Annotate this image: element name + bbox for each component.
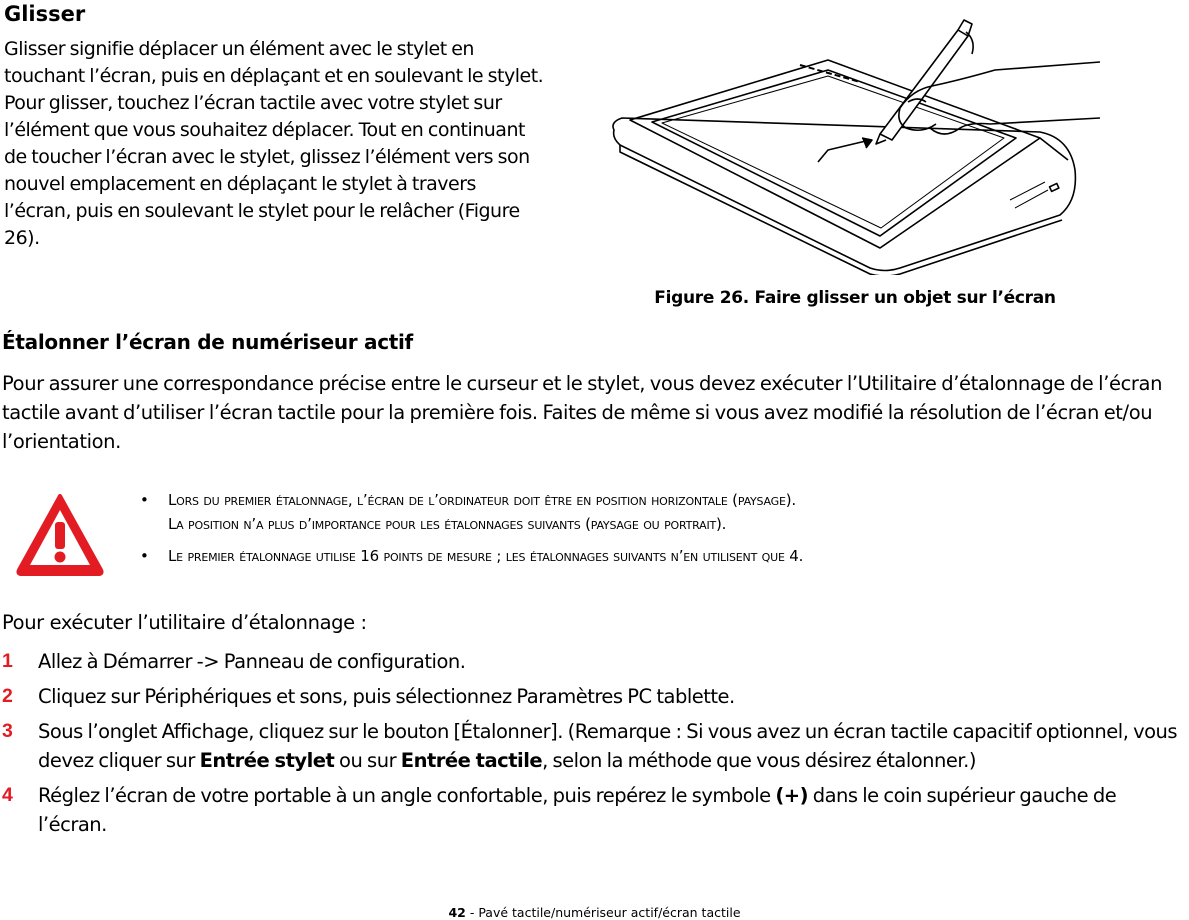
warning-notes (140, 488, 1180, 576)
procedure-steps (2, 647, 1188, 845)
note-text: Lors du premier étalonnage, l’écran de l’ordinateur doit être en position horizontale (paysage). (168, 491, 796, 509)
etalonner-paragraph: Pour assurer une correspondance précise entre le curseur et le stylet, vous devez exécuter l’Utilitaire d’étalonnage de l’écran tactile avant d’utiliser l’écran tactile pour la première fois. Faites de même si vous avez modifié la résolution de l’écran et/ou l’orientation. (2, 372, 1163, 453)
step-number: 2 (2, 685, 13, 707)
bullet: • (140, 491, 149, 509)
step-item (2, 647, 1188, 676)
step-text: dans le coin supérieur gauche de l’écran. (38, 784, 1117, 836)
step-text: Sous l’onglet Affichage, cliquez sur le bouton [Étalonner]. (Remarque : Si vous avez un écran tactile capacitif optionnel, vous devez cliquer sur (38, 720, 1178, 772)
step-text: Réglez l’écran de votre portable à un angle confortable, puis repérez le symbole (38, 784, 776, 807)
step-number: 1 (2, 650, 13, 672)
page-number: 42 (448, 905, 466, 920)
step-text: Allez à Démarrer -> Panneau de configuration. (38, 650, 466, 673)
step-number: 3 (2, 720, 13, 742)
step-number: 4 (2, 784, 13, 806)
step-item (2, 682, 1188, 711)
section-title-etalonner: Étalonner l’écran de numériseur actif (2, 330, 413, 354)
step-bold-text: (+) (775, 784, 809, 807)
note-text: Le premier étalonnage utilise 16 points de mesure ; les étalonnages suivants n’en utilisent que 4. (168, 547, 804, 565)
step-bold-text: Entrée stylet (199, 749, 335, 772)
figure-caption: Figure 26. Faire glisser un objet sur l’écran (654, 288, 1056, 308)
section-title-glisser: Glisser (4, 2, 86, 26)
step-item (2, 781, 1188, 839)
warning-note (140, 544, 1180, 568)
step-text: ou sur (334, 749, 401, 772)
procedure-intro: Pour exécuter l’utilitaire d’étalonnage : (2, 611, 367, 634)
warning-note (140, 488, 1180, 536)
footer-text: - Pavé tactile/numériseur actif/écran tactile (465, 905, 741, 920)
bullet: • (140, 547, 149, 565)
glisser-paragraph: Glisser signifie déplacer un élément avec le stylet en touchant l’écran, puis en déplaçant et en soulevant le stylet. Pour glisser, touchez l’écran tactile avec votre stylet sur l’élément que vous souhaitez déplacer. Tout en continuant de toucher l’écran avec le stylet, glissez l’élément vers son nouvel emplacement en déplaçant le stylet à travers l’écran, puis en soulevant le stylet pour le relâcher (Figure 26). (4, 38, 544, 249)
step-item (2, 717, 1188, 775)
step-text: , selon la méthode que vous désirez étalonner.) (542, 749, 976, 772)
step-bold-text: Entrée tactile (400, 749, 543, 772)
tablet-stylus-drag-illustration (600, 10, 1120, 275)
note-text: La position n’a plus d’importance pour les étalonnages suivants (paysage ou portrait). (168, 515, 727, 533)
step-text: Cliquez sur Périphériques et sons, puis sélectionnez Paramètres PC tablette. (38, 685, 735, 708)
page-footer (0, 905, 1189, 920)
warning-icon (14, 490, 106, 578)
